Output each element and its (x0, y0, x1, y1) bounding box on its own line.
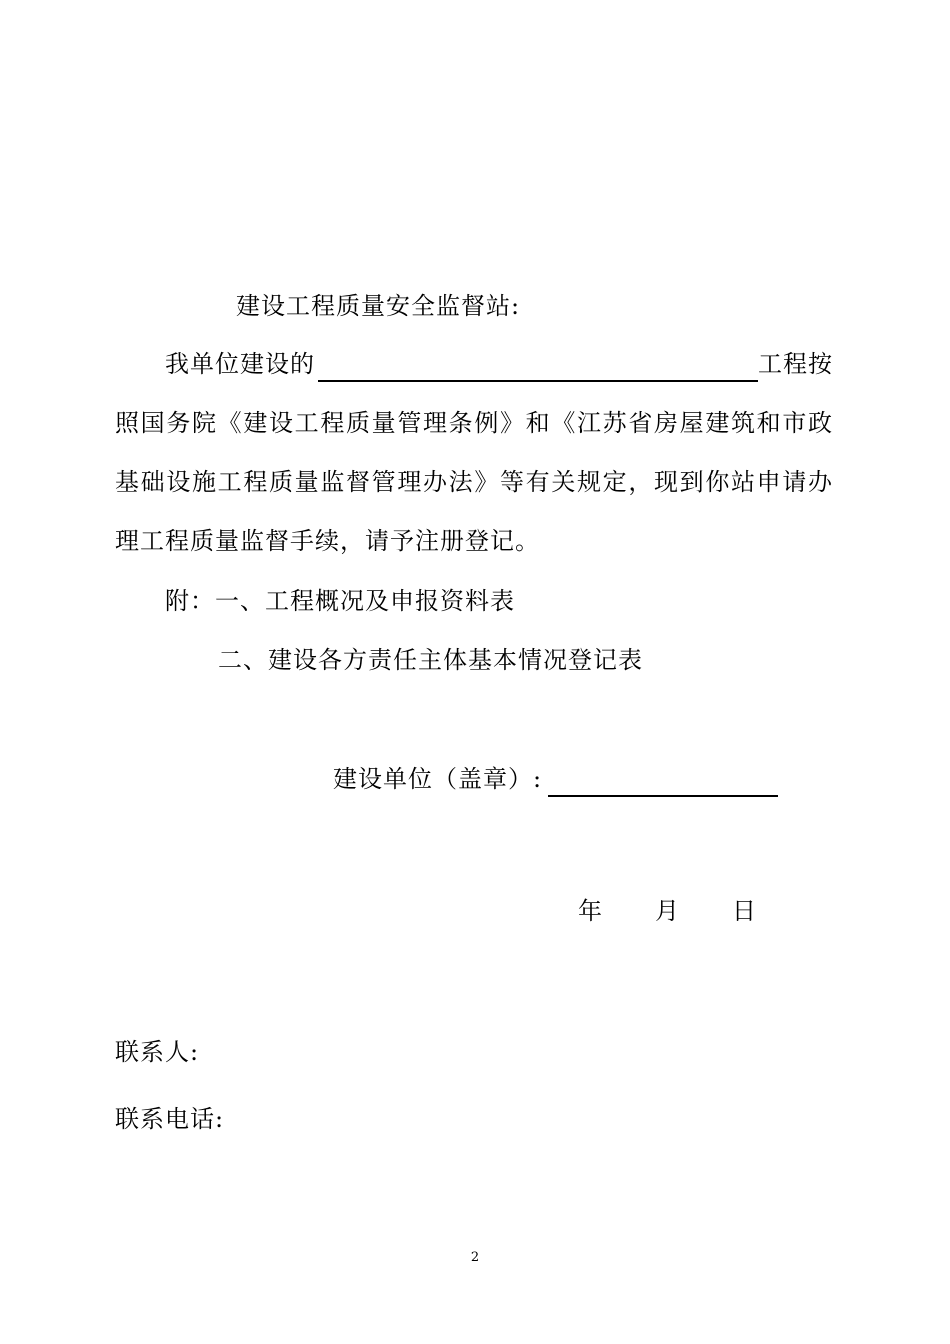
contact-phone-label: 联系电话: (115, 1105, 225, 1133)
body-line-3: 基础设施工程质量监督管理办法》等有关规定，现到你站申请办 (115, 468, 833, 496)
attachment-2: 二、建设各方责任主体基本情况登记表 (218, 646, 643, 674)
body-line-2: 照国务院《建设工程质量管理条例》和《江苏省房屋建筑和市政 (115, 409, 833, 437)
body-line-1-end: 工程按 (758, 350, 833, 378)
addressee: 建设工程质量安全监督站: (236, 292, 521, 320)
unit-seal-label: 建设单位（盖章）: (333, 765, 543, 793)
unit-seal-blank (548, 795, 778, 797)
date-day: 日 (732, 897, 757, 925)
contact-person-label: 联系人: (115, 1038, 200, 1066)
project-name-blank (318, 380, 758, 382)
page-number: 2 (470, 1250, 480, 1265)
body-line-1-start: 我单位建设的 (165, 350, 315, 378)
attachment-1: 附：一、工程概况及申报资料表 (165, 587, 515, 615)
body-line-4: 理工程质量监督手续，请予注册登记。 (115, 527, 540, 555)
date-year: 年 (578, 897, 603, 925)
date-month: 月 (655, 897, 680, 925)
